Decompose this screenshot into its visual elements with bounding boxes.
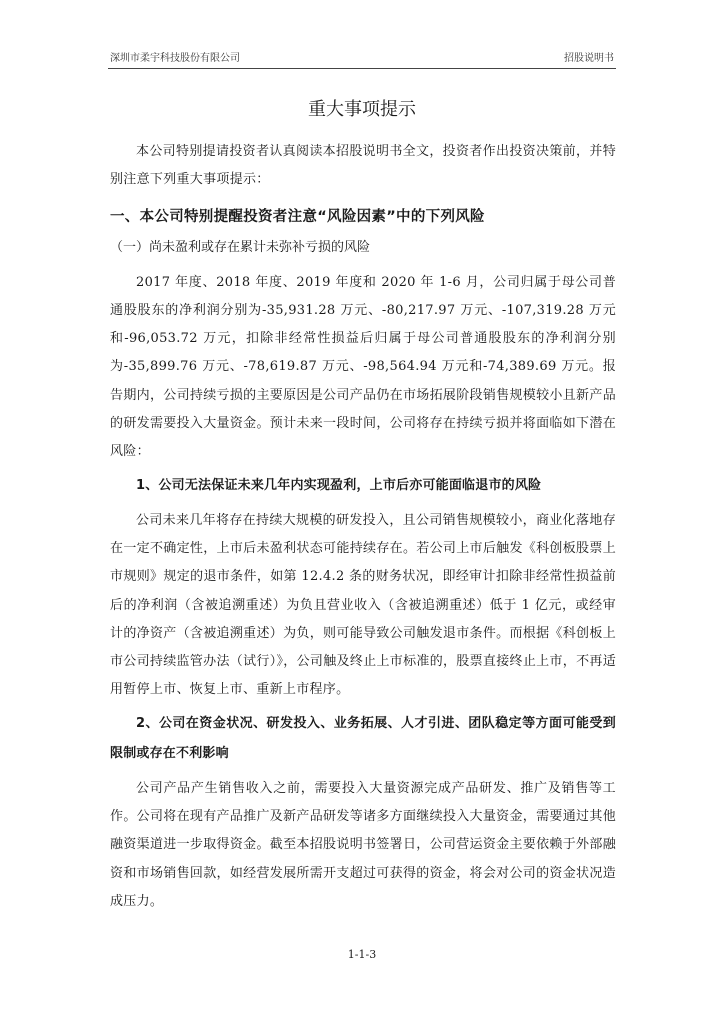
page-number: 1-1-3	[347, 948, 377, 961]
header-divider	[108, 68, 616, 69]
delisting-paragraph: 公司未来几年将存在持续大规模的研发投入，且公司销售规模较小，商业化落地存在一定不确定性，上市后未盈利状态可能持续存在。若公司上市后触发《科创板股票上市规则》规定的退市条件，如第 12.4.2 条的财务状况，即经审计扣除非经常性损益前后的净利润（含被追溯重述）为负且营业收入（含被追溯重述）低于 1 亿元，或经审计的净资产（含被追溯重述）为负，则可能导致公司触发退市条件。而根据《科创板上市公司持续监管办法（试行）》，公司触及终止上市标准的，股票直接终止上市，不再适用暂停上市、恢复上市、重新上市程序。	[110, 512, 616, 698]
losses-paragraph: 2017 年度、2018 年度、2019 年度和 2020 年 1-6 月，公司归属于母公司普通股股东的净利润分别为-35,931.28 万元、-80,217.97 万元、-107,319.28 万元和-96,053.72 万元，扣除非经常性损益后归属于母公司普通股股东的净利润分别为-35,899.76 万元、-78,619.87 万元、-98,564.94 万元和-74,389.69 万元。报告期内，公司持续亏损的主要原因是公司产品仍在市场拓展阶段销售规模较小且新产品的研发需要投入大量资金。预计未来一段时间，公司将存在持续亏损并将面临如下潜在风险：	[110, 274, 616, 460]
item-heading-funding: 2、公司在资金状况、研发投入、业务拓展、人才引进、团队稳定等方面可能受到限制或存在不利影响	[110, 715, 616, 761]
header-company-name: 深圳市柔宇科技股份有限公司	[110, 53, 240, 64]
intro-paragraph: 本公司特别提请投资者认真阅读本招股说明书全文，投资者作出投资决策前，并特别注意下列重大事项提示：	[110, 144, 616, 188]
page-header	[108, 52, 616, 66]
item-heading-delisting: 1、公司无法保证未来几年内实现盈利，上市后亦可能面临退市的风险	[136, 477, 542, 493]
header-document-type: 招股说明书	[564, 53, 614, 64]
page-title: 重大事项提示	[308, 99, 416, 120]
funding-paragraph: 公司产品产生销售收入之前，需要投入大量资源完成产品研发、推广及销售等工作。公司将在现有产品推广及新产品研发等诸多方面继续投入大量资金，需要通过其他融资渠道进一步取得资金。截至本招股说明书签署日，公司营运资金主要依赖于外部融资和市场销售回款，如经营发展所需开支超过可获得的资金，将会对公司的资金状况造成压力。	[110, 780, 616, 909]
document-body	[110, 138, 616, 916]
subsection-heading-losses: （一）尚未盈利或存在累计未弥补亏损的风险	[110, 239, 371, 255]
section-heading-risks: 一、本公司特别提醒投资者注意“风险因素”中的下列风险	[110, 208, 485, 225]
